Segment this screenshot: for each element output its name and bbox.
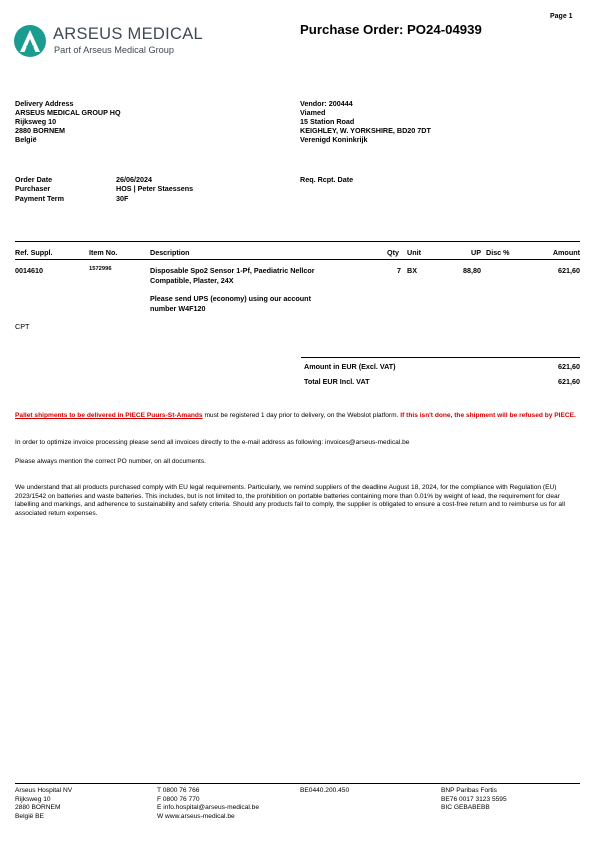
footer-line: België BE — [15, 812, 44, 820]
table-top-rule — [15, 241, 580, 242]
cell-up: 88,80 — [463, 266, 481, 275]
footer-line: BIC GEBABEBB — [441, 804, 490, 812]
cell-ref: 0014610 — [15, 266, 43, 275]
total-incl-value: 621,60 — [558, 377, 580, 386]
col-header-item: Item No. — [89, 248, 118, 257]
totals-rule — [301, 357, 580, 358]
footer-website[interactable]: W www.arseus-medical.be — [157, 812, 235, 820]
cell-amount: 621,60 — [558, 266, 580, 275]
footer-contact — [157, 787, 259, 821]
eu-compliance-notice: We understand that all products purchased comply with EU legal requirements. Particularly, we remind suppliers of the deadline August 18, 2024, for the compliance with Regulation (EU) 2023/1542 on batteries and waste batteries. This includes, but is not limited to, the prohibition on portable batteries containing more than 0.01% by weight of lead, the requirement for clear labelling and markings, and adherence to sustainability and safety criteria. Should any products fail to comply, the supplier is obligated to ensure a cost-free return and to reimburse us for all associated return expenses. — [15, 484, 566, 517]
footer-line: F 0800 76 770 — [157, 795, 200, 803]
cell-note: number W4F120 — [150, 304, 206, 313]
footer-email[interactable]: E info.hospital@arseus-medical.be — [157, 804, 259, 812]
footer-line: BNP Paribas Fortis — [441, 787, 497, 794]
pallet-notice — [15, 412, 580, 421]
vendor-line: Viamed — [300, 108, 326, 117]
pallet-warning: If this isn't done, the shipment will be refused by PIECE. — [400, 412, 576, 419]
col-header-ref: Ref. Suppl. — [15, 248, 53, 257]
delivery-line: België — [15, 135, 37, 144]
footer-bank — [441, 787, 507, 813]
col-header-unit: Unit — [407, 248, 421, 257]
total-incl-label: Total EUR Incl. VAT — [304, 377, 370, 386]
total-excl-label: Amount in EUR (Excl. VAT) — [304, 362, 396, 371]
vendor-address — [300, 99, 431, 144]
footer-line: 2880 BORNEM — [15, 804, 61, 812]
payment-term-label: Payment Term — [15, 194, 64, 203]
vendor-line: Verenigd Koninkrijk — [300, 135, 368, 144]
purchaser-label: Purchaser — [15, 184, 51, 193]
col-header-amount: Amount — [552, 248, 580, 257]
footer-line: Arseus Hospital NV — [15, 787, 73, 794]
pallet-link[interactable]: Pallet shipments to be delivered in PIECE Puurs-St-Amands — [15, 412, 203, 419]
col-header-description: Description — [150, 248, 190, 257]
cell-unit: BX — [407, 266, 417, 275]
cell-item: 1572996 — [89, 266, 112, 272]
col-header-qty: Qty — [387, 248, 399, 257]
cell-qty: 7 — [397, 266, 401, 275]
delivery-address — [15, 99, 121, 144]
invoice-notice: In order to optimize invoice processing please send all invoices directly to the e-mail address as following: invoices@arseus-medical.be — [15, 439, 410, 446]
logo-name: ARSEUS MEDICAL — [53, 25, 203, 43]
order-date-value: 26/06/2024 — [116, 175, 152, 184]
page-number: Page 1 — [550, 13, 573, 20]
cell-description: Compatible, Plaster, 24X — [150, 276, 234, 285]
cell-note: Please send UPS (economy) using our account — [150, 294, 311, 303]
order-date-label: Order Date — [15, 175, 53, 184]
req-rcpt-date-label: Req. Rcpt. Date — [300, 175, 354, 184]
total-excl-value: 621,60 — [558, 362, 580, 371]
col-header-disc: Disc % — [486, 248, 510, 257]
purchaser-value: HOS | Peter Staessens — [116, 184, 194, 193]
vendor-heading: Vendor: 200444 — [300, 99, 353, 108]
logo-tagline: Part of Arseus Medical Group — [54, 45, 175, 55]
footer-line: Rijksweg 10 — [15, 795, 51, 803]
delivery-line: ARSEUS MEDICAL GROUP HQ — [15, 108, 121, 117]
row-extra-code: CPT — [15, 322, 30, 331]
delivery-line: 2880 BORNEM — [15, 126, 65, 135]
footer-line: T 0800 76 766 — [157, 787, 200, 794]
page-title: Purchase Order: PO24-04939 — [300, 22, 482, 37]
footer-vat: BE0440.200.450 — [300, 787, 350, 794]
footer-line: BE76 0017 3123 5595 — [441, 795, 507, 803]
arseus-logo-icon — [14, 25, 46, 57]
footer-rule — [15, 783, 580, 784]
delivery-heading: Delivery Address — [15, 99, 74, 108]
po-mention-notice: Please always mention the correct PO number, on all documents. — [15, 458, 206, 465]
vendor-line: KEIGHLEY, W. YORKSHIRE, BD20 7DT — [300, 126, 431, 135]
cell-description: Disposable Spo2 Sensor 1-Pf, Paediatric Nellcor — [150, 266, 315, 275]
vendor-line: 15 Station Road — [300, 117, 355, 126]
col-header-up: UP — [471, 248, 481, 257]
payment-term-value: 30F — [116, 194, 129, 203]
pallet-text: must be registered 1 day prior to delivery, on the Webslot platform. — [202, 412, 401, 419]
footer-address — [15, 787, 72, 821]
table-header-rule — [15, 259, 580, 260]
delivery-line: Rijksweg 10 — [15, 117, 57, 126]
